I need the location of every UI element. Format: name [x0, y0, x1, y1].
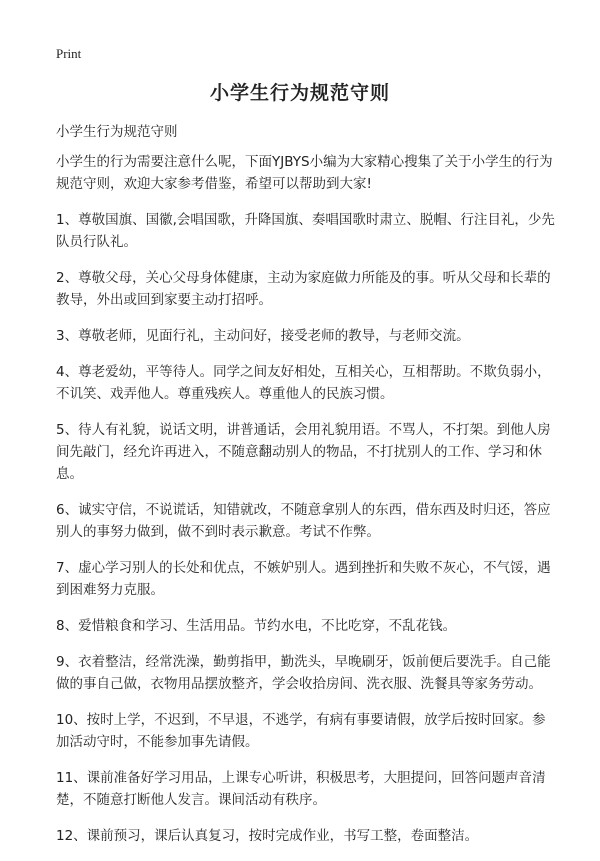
rule-paragraph-1: 1、尊敬国旗、国徽,会唱国歌，升降国旗、奏唱国歌时肃立、脱帽、行注目礼，少先队员行队礼。	[56, 212, 555, 250]
page-title: 小学生行为规范守则	[209, 82, 390, 104]
rule-paragraph-3: 3、尊敬老师，见面行礼，主动问好，接受老师的教导，与老师交流。	[56, 328, 470, 344]
print-link[interactable]: Print	[56, 46, 82, 61]
rule-paragraph-11: 11、课前准备好学习用品，上课专心听讲，积极思考，大胆提问，回答问题声音清楚，不随意打断他人发言。课间活动有秩序。	[56, 770, 546, 808]
rule-paragraph-5: 5、待人有礼貌，说话文明，讲普通话，会用礼貌用语。不骂人，不打架。到他人房间先敲门，经允许再进入，不随意翻动别人的物品，不打扰别人的工作、学习和休息。	[56, 422, 551, 482]
intro-paragraph: 小学生的行为需要注意什么呢，下面YJBYS小编为大家精心搜集了关于小学生的行为规范守则，欢迎大家参考借鉴，希望可以帮助到大家!	[56, 154, 553, 192]
rule-paragraph-12: 12、课前预习，课后认真复习，按时完成作业，书写工整，卷面整洁。	[56, 828, 479, 844]
rule-paragraph-10: 10、按时上学，不迟到，不早退，不逃学，有病有事要请假，放学后按时回家。参加活动守时，不能参加事先请假。	[56, 712, 546, 750]
rule-paragraph-6: 6、诚实守信，不说谎话，知错就改，不随意拿别人的东西，借东西及时归还，答应别人的事努力做到，做不到时表示歉意。考试不作弊。	[56, 502, 551, 540]
rule-paragraph-2: 2、尊敬父母，关心父母身体健康，主动为家庭做力所能及的事。听从父母和长辈的教导，外出或回到家要主动打招呼。	[56, 270, 551, 308]
document-subtitle: 小学生行为规范守则	[56, 124, 178, 140]
rule-paragraph-9: 9、衣着整洁，经常洗澡，勤剪指甲，勤洗头，早晚刷牙，饭前便后要洗手。自己能做的事自己做，衣物用品摆放整齐，学会收拾房间、洗衣服、洗餐具等家务劳动。	[56, 654, 551, 692]
rule-paragraph-8: 8、爱惜粮食和学习、生活用品。节约水电，不比吃穿，不乱花钱。	[56, 618, 457, 634]
document-body	[56, 151, 556, 861]
rule-paragraph-7: 7、虚心学习别人的长处和优点，不嫉妒别人。遇到挫折和失败不灰心，不气馁，遇到困难努力克服。	[56, 560, 551, 598]
rule-paragraph-4: 4、尊老爱幼，平等待人。同学之间友好相处，互相关心，互相帮助。不欺负弱小，不讥笑、戏弄他人。尊重残疾人。尊重他人的民族习惯。	[56, 364, 551, 402]
